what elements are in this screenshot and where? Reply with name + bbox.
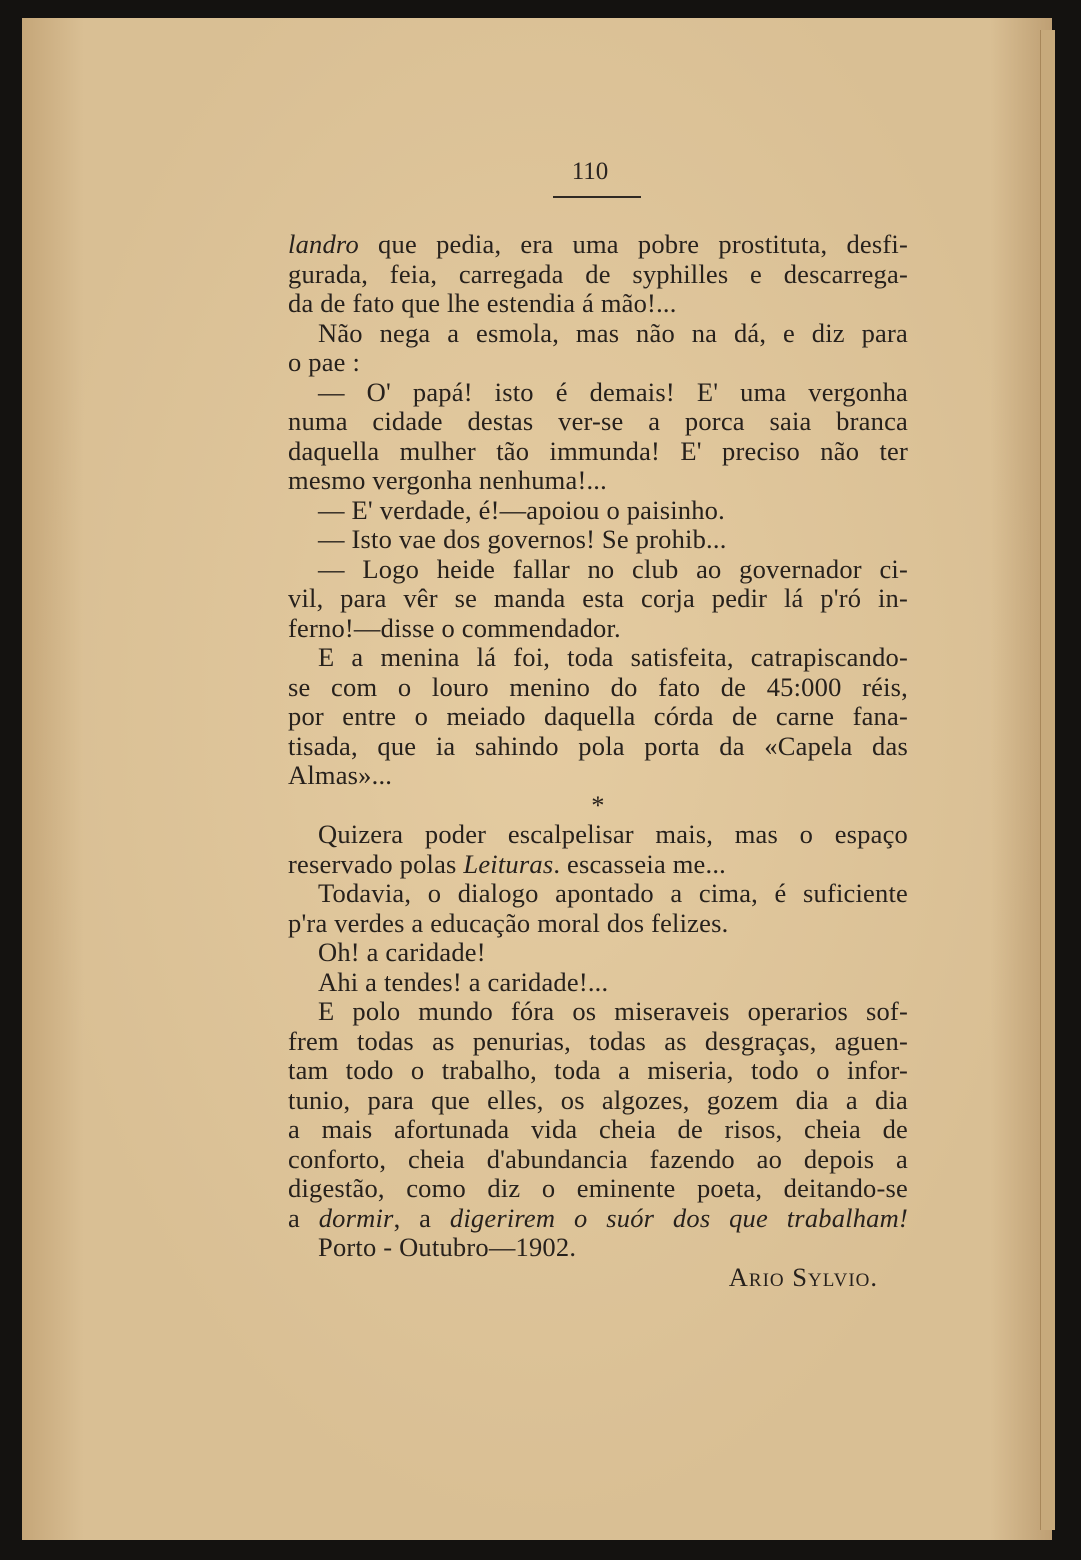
header-rule [553, 196, 641, 198]
text-line: por entre o meiado daquella córda de carne fana- [288, 701, 908, 731]
text-line: reservado polas Leituras. escasseia me... [288, 848, 726, 879]
text-line: E polo mundo fóra os miseraveis operarios sof- [318, 996, 908, 1026]
text-line: Não nega a esmola, mas não na dá, e diz para [318, 317, 908, 348]
page-number: 110 [571, 158, 609, 185]
text-line: digestão, como diz o eminente poeta, deitando-se [288, 1173, 908, 1203]
section-asterisk: * [591, 789, 605, 820]
text-line: Almas»... [288, 760, 393, 790]
page-edge [1040, 30, 1055, 1530]
text-line: conforto, cheia d'abundancia fazendo ao depois a [288, 1143, 908, 1174]
text-line: daquella mulher tão immunda! E' preciso não ter [288, 435, 908, 466]
text-line: da de fato que lhe estendia á mão!... [288, 288, 677, 318]
dateline: Porto - Outubro—1902. [318, 1232, 577, 1262]
text-line: Ahi a tendes! a caridade!... [318, 966, 609, 997]
text-line: a dormir, a digerirem o suór dos que trabalham! [288, 1202, 908, 1233]
text-line: landro que pedia, era uma pobre prostituta, desfi- [288, 229, 908, 259]
text-line: Quizera poder escalpelisar mais, mas o espaço [318, 819, 908, 849]
text-line: — Logo heide fallar no club ao governador ci- [318, 553, 908, 584]
page-body [288, 230, 908, 1292]
text-line: p'ra verdes a educação moral dos felizes. [288, 907, 729, 938]
author-signature: Ario Sylvio. [728, 1261, 878, 1292]
text-line: se com o louro menino do fato de 45:000 réis, [288, 671, 908, 702]
text-line: — E' verdade, é!—apoiou o paisinho. [318, 494, 725, 525]
text-line: mesmo vergonha nenhuma!... [288, 465, 607, 495]
text-line: ferno!—disse o commendador. [288, 612, 621, 643]
text-line: — Isto vae dos governos! Se prohib... [318, 524, 727, 554]
text-line: o pae : [288, 347, 361, 377]
text-line: Todavia, o dialogo apontado a cima, é suficiente [318, 878, 908, 908]
text-line: a mais afortunada vida cheia de risos, cheia de [288, 1114, 908, 1144]
text-line: tam todo o trabalho, toda a miseria, todo o infor- [288, 1055, 908, 1085]
text-line: tunio, para que elles, os algozes, gozem dia a dia [288, 1084, 908, 1115]
text-line: gurada, feia, carregada de syphilles e descarrega- [288, 258, 908, 289]
text-line: E a menina lá foi, toda satisfeita, catrapiscando- [318, 642, 908, 672]
text-line: numa cidade destas ver-se a porca saia branca [288, 406, 908, 436]
text-line: — O' papá! isto é demais! E' uma vergonha [318, 376, 908, 407]
text-line: Oh! a caridade! [318, 937, 486, 967]
text-line: frem todas as penurias, todas as desgraças, aguen- [288, 1025, 908, 1056]
text-line: tisada, que ia sahindo pola porta da «Capela das [288, 730, 908, 761]
text-line: vil, para vêr se manda esta corja pedir lá p'ró in- [288, 583, 908, 613]
